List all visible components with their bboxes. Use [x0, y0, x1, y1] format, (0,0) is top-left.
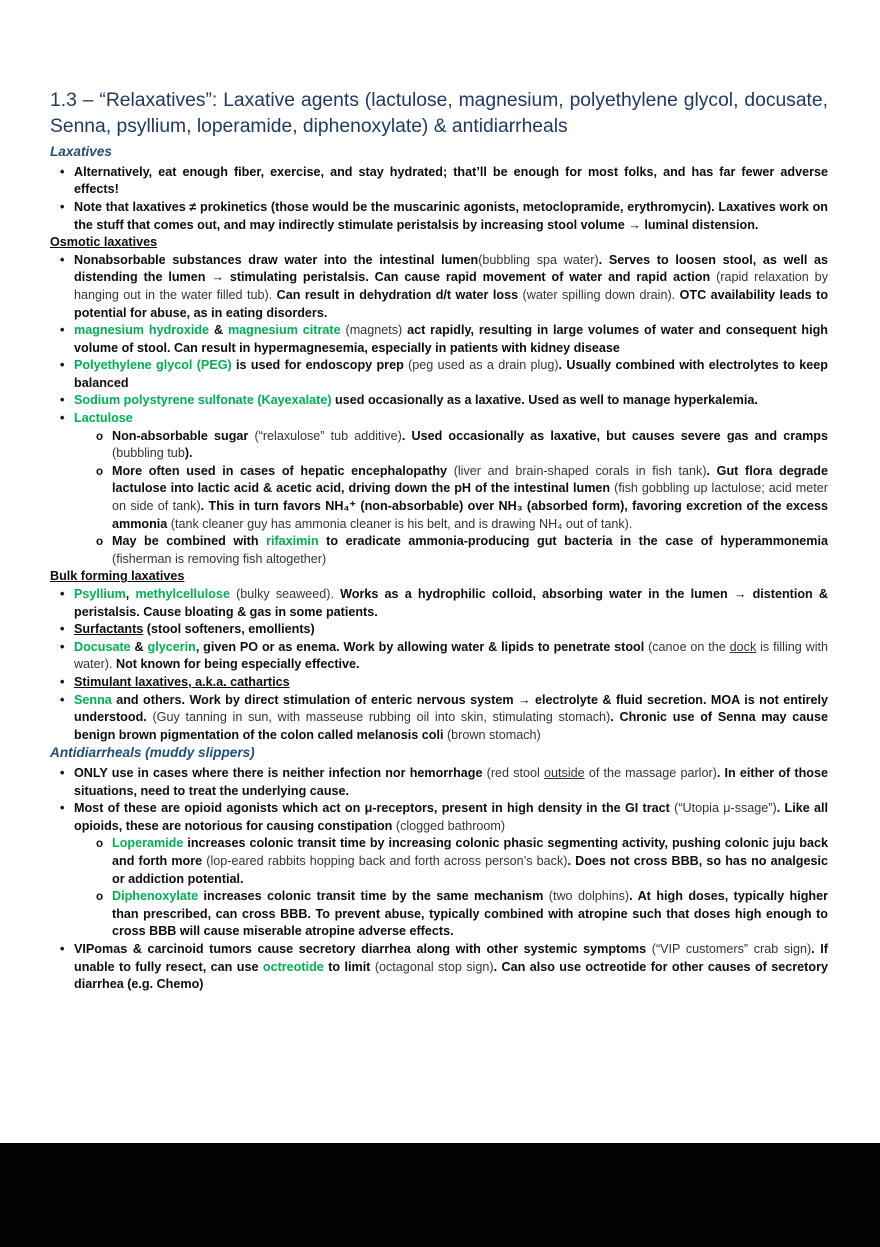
text-run: . Like all opioids, these are notorious for causing constipation [74, 801, 829, 833]
text-run: increases colonic transit time by increasing colonic phasic segmenting activity, pushing colonic juju back and forth more [112, 836, 828, 868]
list-item [60, 800, 828, 835]
list-item [60, 322, 828, 357]
text-run: is filling with water). [74, 639, 829, 672]
text-run: rifaximin [266, 534, 327, 549]
text-run: (lop-eared rabbits hopping back and forth across person’s back) [206, 854, 568, 868]
text-run: (tank cleaner guy has ammonia cleaner is his belt, and is drawing NH₄ out of tank). [170, 516, 633, 531]
bullet-marker: o [96, 535, 104, 549]
text-run: . Usually combined with electrolytes to keep balanced [74, 358, 829, 390]
text-run: methylcellulose [135, 587, 237, 602]
text-run: (canoe on the [648, 639, 730, 654]
bullet-marker: • [60, 801, 65, 816]
text-run: (water spilling down drain). [522, 287, 680, 302]
list-item [60, 199, 828, 234]
document-content [50, 88, 828, 994]
text-run: Osmotic laxatives [50, 235, 158, 250]
section-heading-underlined [50, 234, 828, 252]
bullet-marker: o [96, 464, 104, 478]
text-run: Diphenoxylate [112, 889, 204, 904]
text-run: increases colonic transit time by the same mechanism [203, 889, 549, 904]
bullet-marker: • [60, 766, 65, 781]
page-title [50, 88, 828, 140]
text-run: & [130, 639, 148, 654]
text-run: Works as a hydrophilic colloid, absorbing water in the lumen → distention & peristalsis. Cause bloating & gas in some patients. [74, 587, 828, 619]
sub-list-item [96, 428, 828, 463]
text-run: . At high doses, typically higher than prescribed, can cross BBB. To prevent abuse, typically combined with atropine such that doses high enough to cross BBB will cause miserable atropine adverse effects. [112, 889, 829, 939]
text-run: Psyllium [74, 587, 126, 602]
list-item-text [74, 692, 828, 745]
text-run: octreotide [262, 959, 329, 974]
text-run: (bubbling tub [112, 446, 185, 461]
list-item-text [112, 835, 828, 888]
bullet-marker: o [96, 429, 104, 443]
text-run: & [209, 323, 228, 338]
text-run: is used for endoscopy prep [236, 358, 409, 373]
text-run: (Guy tanning in sun, with masseuse rubbing oil into skin, stimulating stomach) [152, 710, 611, 725]
bullet-marker: • [60, 393, 65, 408]
text-run: Bulk forming laxatives [50, 569, 185, 584]
bullet-marker: • [60, 252, 65, 267]
list-item [60, 621, 828, 639]
sub-list-item [96, 533, 828, 568]
text-run: (magnets) [345, 323, 408, 338]
sub-list-item [96, 835, 828, 888]
text-run: Docusate [74, 639, 131, 654]
list-item-text [74, 164, 828, 199]
text-run: . Can also use octreotide for other causes of secretory diarrhea (e.g. Chemo) [74, 959, 828, 992]
list-item [60, 692, 828, 745]
list-item-text [74, 621, 828, 639]
text-run: (bubbling spa water) [478, 252, 599, 267]
bullet-marker: • [60, 674, 65, 689]
text-run: used occasionally as a laxative. Used as well to manage hyperkalemia. [335, 393, 758, 408]
text-run: (rapid relaxation by hanging out in the water filled tub). [74, 270, 828, 302]
text-run: (bulky seaweed). [236, 587, 341, 602]
text-run: Alternatively, eat enough fiber, exercise, and stay hydrated; that’ll be enough for most folks, and has far fewer adverse effects! [74, 164, 828, 197]
text-run: (liver and brain-shaped corals in fish tank) [453, 463, 707, 478]
text-run: . Does not cross BBB, so has no analgesic or addiction potential. [112, 854, 829, 886]
list-item [60, 674, 828, 692]
text-run: (stool softeners, emollients) [143, 622, 315, 637]
sub-list-item [96, 463, 828, 533]
text-run: May be combined with [112, 534, 267, 549]
list-item [60, 392, 828, 410]
list-item [60, 941, 828, 994]
list-item-text [112, 463, 828, 533]
text-run: glycerin [147, 639, 196, 654]
text-run: Senna [74, 692, 117, 707]
list-item [60, 410, 828, 428]
bullet-marker: • [60, 358, 65, 373]
text-run: . Serves to loosen stool, as well as distending the lumen → stimulating peristalsis. Can cause rapid movement of water and rapid action [74, 252, 828, 285]
text-run: magnesium hydroxide [74, 323, 210, 338]
list-item-text [74, 941, 828, 994]
section-heading-italic [50, 744, 828, 762]
list-item-text [74, 410, 828, 428]
text-run: . If unable to fully resect, can use [74, 941, 828, 974]
list-item-text [74, 586, 828, 621]
text-run: (“VIP customers” crab sign) [651, 941, 812, 956]
text-run: (peg used as a drain plug) [408, 358, 559, 373]
bullet-marker: • [60, 199, 65, 214]
bullet-marker: • [60, 692, 65, 707]
list-item-text [74, 674, 828, 692]
text-run: Laxatives [50, 144, 112, 160]
text-run: of the massage parlor) [584, 766, 717, 781]
list-item-text [74, 765, 828, 800]
text-run: , [125, 587, 136, 602]
bullet-marker: o [96, 837, 104, 851]
text-run: Non-absorbable sugar [112, 428, 255, 443]
bullet-marker: • [60, 639, 65, 654]
list-item-text [74, 800, 828, 835]
text-run: (clogged bathroom) [395, 818, 506, 833]
list-item [60, 639, 828, 674]
list-item-text [112, 533, 828, 568]
text-run: Loperamide [112, 836, 188, 851]
list-item [60, 252, 828, 322]
text-run: , given PO or as enema. Work by allowing water & lipids to penetrate stool [195, 639, 649, 654]
text-run: Stimulant laxatives, a.k.a. cathartics [74, 674, 290, 689]
bullet-marker: • [60, 941, 65, 956]
text-run: 1.3 – “Relaxatives”: Laxative agents (lactulose, magnesium, polyethylene glycol, docusate, Senna, psyllium, loperamide, diphenoxylate) & antidiarrheals [50, 90, 828, 138]
text-run: to eradicate ammonia-producing gut bacteria in the case of hyperammonemia [326, 534, 828, 549]
bullet-marker: • [60, 587, 65, 602]
list-item-text [112, 428, 828, 463]
text-run: OTC availability leads to potential for abuse, as in eating disorders. [74, 287, 829, 320]
text-run: (brown stomach) [446, 727, 541, 742]
text-run: . Used occasionally as laxative, but causes severe gas and cramps [401, 428, 829, 443]
text-run: (two dolphins) [548, 889, 630, 904]
text-run: (octagonal stop sign) [374, 959, 494, 974]
list-item-text [74, 357, 828, 392]
list-item-text [74, 199, 828, 234]
text-run: ). [184, 446, 193, 461]
text-run: Can result in dehydration d/t water loss [276, 287, 523, 302]
bullet-marker: • [60, 622, 65, 637]
text-run: Note that laxatives ≠ prokinetics (those would be the muscarinic agonists, metoclopramide, erythromycin). Laxatives work on the stuff that comes out, and may indirectly stimulate peristalsis by increasing stool volume → luminal distension. [74, 199, 828, 232]
section-heading-italic [50, 143, 828, 161]
text-run: . Chronic use of Senna may cause benign brown pigmentation of the colon called melanosis coli [74, 710, 828, 742]
list-item [60, 357, 828, 392]
list-item [60, 765, 828, 800]
list-item-text [74, 392, 828, 410]
text-run: ONLY use in cases where there is neither infection nor hemorrhage [74, 766, 487, 781]
text-run: dock [729, 639, 757, 654]
section-heading-underlined [50, 568, 828, 586]
text-run: Not known for being especially effective. [116, 657, 360, 672]
list-item-text [112, 888, 828, 941]
text-run: act rapidly, resulting in large volumes of water and consequent high volume of stool. Can result in hypermagnesemia, especially in patients with kidney disease [74, 323, 828, 355]
text-run: Surfactants [74, 622, 144, 637]
bullet-marker: • [60, 411, 65, 426]
text-run: (“Utopia μ-ssage”) [674, 801, 777, 816]
text-run: outside [544, 766, 585, 781]
text-run: to limit [328, 959, 375, 974]
text-run: magnesium citrate [227, 323, 346, 338]
bottom-black-bar [0, 1143, 880, 1247]
text-run: (fisherman is removing fish altogether) [112, 551, 327, 566]
text-run: More often used in cases of hepatic encephalopathy [112, 463, 454, 478]
list-item [60, 164, 828, 199]
text-run: Most of these are opioid agonists which act on μ-receptors, present in high density in the GI tract [74, 801, 675, 816]
bullet-marker: • [60, 164, 65, 179]
text-run: Polyethylene glycol (PEG) [74, 358, 237, 373]
text-run: . Gut flora degrade lactulose into lactic acid & acetic acid, driving down the pH of the intestinal lumen [112, 463, 828, 496]
text-run: VIPomas & carcinoid tumors cause secretory diarrhea along with other systemic symptoms [74, 941, 652, 956]
text-run: . In either of those situations, need to treat the underlying cause. [74, 766, 828, 798]
text-run: . This in turn favors NH₄⁺ (non-absorbable) over NH₃ (absorbed form), favoring excretion of the excess ammonia [112, 499, 829, 531]
list-item-text [74, 322, 828, 357]
text-run: Nonabsorbable substances draw water into the intestinal lumen [74, 252, 479, 267]
sub-list-item [96, 888, 828, 941]
text-run: (fish gobbling up lactulose; acid meter on side of tank) [112, 481, 828, 514]
text-run: Antidiarrheals (muddy slippers) [50, 745, 255, 761]
list-item-text [74, 252, 828, 322]
list-item-text [74, 639, 828, 674]
bullet-marker: • [60, 323, 65, 338]
text-run: (red stool [486, 766, 545, 781]
text-run: and others. Work by direct stimulation of enteric nervous system → electrolyte & fluid secretion. MOA is not entirely understood. [74, 692, 828, 725]
bullet-marker: o [96, 890, 104, 904]
text-run: (“relaxulose” tub additive) [254, 428, 402, 443]
text-run: Lactulose [74, 411, 133, 426]
list-item [60, 586, 828, 621]
text-run: Sodium polystyrene sulfonate (Kayexalate) [74, 393, 336, 408]
